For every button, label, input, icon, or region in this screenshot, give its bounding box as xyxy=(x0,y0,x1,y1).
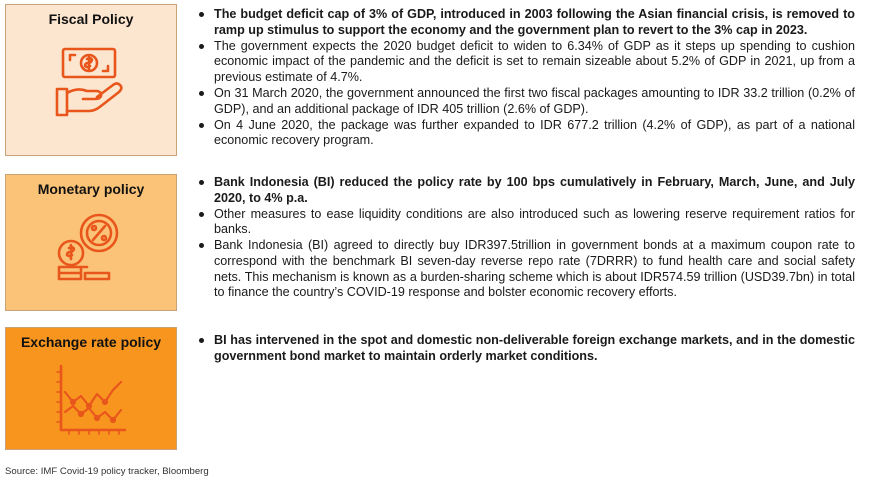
source-note: Source: IMF Covid-19 policy tracker, Bloomberg xyxy=(5,466,209,477)
monetary-policy-bullets xyxy=(197,175,855,301)
exchange-rate-policy-title: Exchange rate policy xyxy=(20,334,162,350)
fiscal-bullet-1: The budget deficit cap of 3% of GDP, introduced in 2003 following the Asian financial crisis, is removed to ramp up stimulus to support the economy and the government plan to revert to the 3% cap in 2023. xyxy=(197,7,855,38)
fiscal-policy-title: Fiscal Policy xyxy=(48,11,134,27)
monetary-policy-panel xyxy=(5,174,177,311)
fiscal-bullet-4: On 4 June 2020, the package was further expanded to IDR 677.2 trillion (4.2% of GDP), as part of a national economic recovery program. xyxy=(197,118,855,149)
exchange-rate-policy-bullets xyxy=(197,333,855,365)
monetary-bullet-2: Other measures to ease liquidity conditions are also introduced such as lowering reserve requirement ratios for banks. xyxy=(197,207,855,238)
fiscal-policy-panel xyxy=(5,4,177,156)
line-chart-icon xyxy=(51,362,131,438)
coins-percent-icon xyxy=(51,207,131,287)
fiscal-bullet-2: The government expects the 2020 budget deficit to widen to 6.34% of GDP as it steps up spending to cushion economic impact of the pandemic and the deficit is set to remain sizeable about 5.2% of GDP in 2021, up from a previous estimate of 4.7%. xyxy=(197,39,855,86)
money-hand-icon xyxy=(51,43,131,123)
monetary-bullet-3: Bank Indonesia (BI) agreed to directly buy IDR397.5trillion in government bonds at a maximum coupon rate to correspond with the benchmark BI seven-day reverse repo rate (7DRRR) to fund health care and social safety nets. This mechanism is known as a burden-sharing scheme which is about IDR574.59 trillion (USD39.7bn) in total to finance the country’s COVID-19 response and bolster economic recovery efforts. xyxy=(197,238,855,300)
monetary-bullet-1: Bank Indonesia (BI) reduced the policy rate by 100 bps cumulatively in February, March, June, and July 2020, to 4% p.a. xyxy=(197,175,855,206)
fiscal-policy-bullets xyxy=(197,7,855,149)
monetary-policy-title: Monetary policy xyxy=(37,181,145,197)
exchange-rate-bullet-1: BI has intervened in the spot and domestic non-deliverable foreign exchange markets, and in the domestic government bond market to maintain orderly market conditions. xyxy=(197,333,855,364)
exchange-rate-policy-panel xyxy=(5,327,177,450)
fiscal-bullet-3: On 31 March 2020, the government announced the first two fiscal packages amounting to IDR 33.2 trillion (0.2% of GDP), and an additional package of IDR 405 trillion (2.6% of GDP). xyxy=(197,86,855,117)
